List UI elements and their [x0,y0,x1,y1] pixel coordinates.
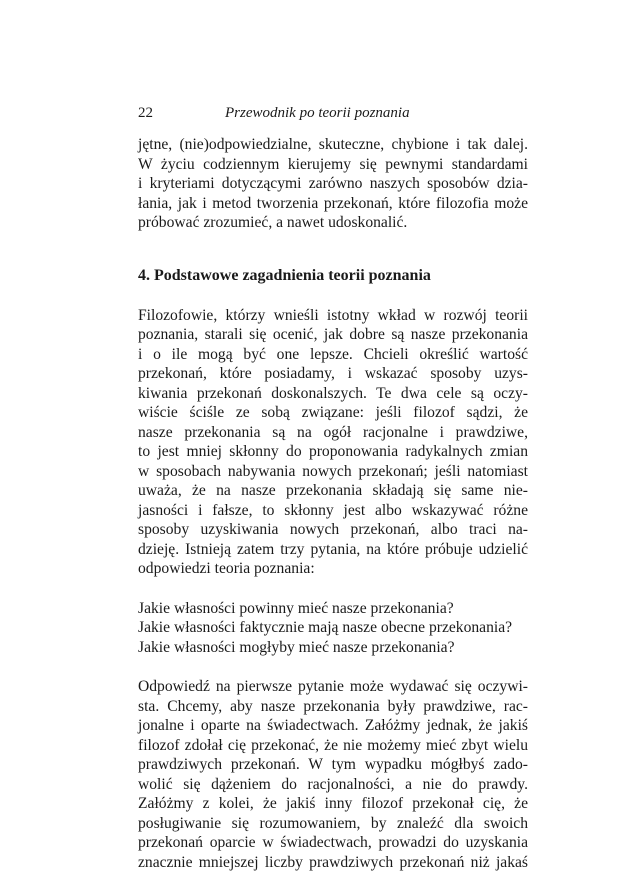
paragraph-line: w sposobach nabywania nowych przekonań; jeśli natomiast [138,462,528,480]
paragraph-line: Odpowiedź na pierwsze pytanie może wydawać się oczywi- [138,678,528,695]
paragraph-line: dzieję. Istnieją zatem trzy pytania, na które próbuje udzielić [138,540,528,558]
questions-list [138,599,528,658]
section-heading: 4. Podstawowe zagadnienia teorii poznania [138,266,431,284]
paragraph-line: i kryteriami dotyczącymi zarówno naszych sposobów dzia- [138,175,528,192]
paragraph-line: jętne, (nie)odpowiedzialne, skuteczne, chybione i tak dalej. [138,136,528,153]
paragraph-line: kiwania przekonań doskonalszych. Te dwa cele są oczy- [138,384,528,402]
paragraph-line: odpowiedzi teoria poznania: [138,560,315,577]
paragraph-line: sta. Chcemy, aby nasze przekonania były prawdziwe, rac- [138,697,528,715]
paragraph-3 [138,677,528,872]
paragraph-line: filozof zdołał cię przekonać, że nie możemy mieć zbyt wielu [138,736,528,754]
paragraph-line: to jest mniej skłonny do proponowania radykalnych zmian [138,443,528,460]
question-item: Jakie własności faktycznie mają nasze obecne przekonania? [138,619,513,636]
paragraph-line: łania, jak i metod tworzenia przekonań, które filozofia może [138,194,528,212]
paragraph-line: jonalne i oparte na świadectwach. Załóżmy jednak, że jakiś [138,717,528,734]
paragraph-2 [138,306,528,579]
running-title: Przewodnik po teorii poznania [225,105,410,121]
paragraph-line: wolić się dążeniem do racjonalności, a nie do prawdy. [138,775,528,793]
paragraph-line: jasności i fałsze, to skłonny jest albo wskazywać różne [138,501,528,519]
paragraph-1 [138,135,528,233]
paragraph-line: Filozofowie, którzy wnieśli istotny wkład w rozwój teorii [138,306,528,324]
paragraph-line: próbować zrozumieć, a nawet udoskonalić. [138,214,408,231]
paragraph-line: posługiwanie się rozumowaniem, by znaleźć dla swoich [138,814,528,832]
question-item: Jakie własności powinny mieć nasze przekonania? [138,599,454,617]
paragraph-line: Załóżmy z kolei, że jakiś inny filozof przekonał cię, że [138,795,528,812]
paragraph-line: wiście ściśle ze sobą związane: jeśli filozof sądzi, że [138,404,528,421]
paragraph-line: nasze przekonania są na ogół racjonalne i prawdziwe, [138,423,528,441]
paragraph-line: znacznie mniejszej liczby prawdziwych przekonań niż jakaś [138,853,528,871]
paragraph-line: i o ile mogą być one lepsze. Chcieli określić wartość [138,345,528,363]
paragraph-line: przekonań oparcie w świadectwach, prowadzi do uzyskania [138,834,528,851]
paragraph-line: przekonań, które posiadamy, i wskazać sposoby uzys- [138,365,528,382]
question-item: Jakie własności mogłyby mieć nasze przekonania? [138,638,455,656]
book-page [138,105,528,872]
paragraph-line: W życiu codziennym kierujemy się pewnymi standardami [138,155,528,173]
paragraph-line: sposoby uzyskiwania nowych przekonań, albo traci na- [138,521,528,538]
paragraph-line: poznania, starali się ocenić, jak dobre są nasze przekonania [138,326,528,343]
paragraph-line: uważa, że na nasze przekonania składają się same nie- [138,482,528,499]
paragraph-line: prawdziwych przekonań. W tym wypadku mógłbyś zado- [138,756,528,773]
page-number: 22 [138,105,153,121]
page-header [138,105,528,129]
